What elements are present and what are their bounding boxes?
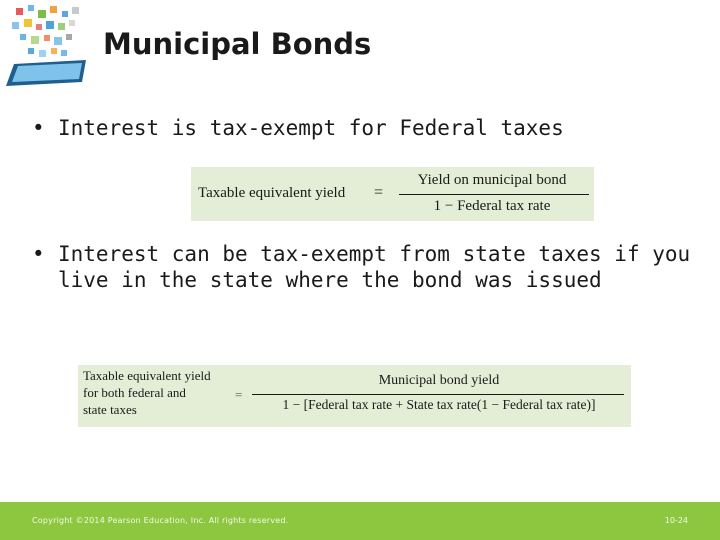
- bullet-icon: •: [32, 116, 45, 140]
- formula-denominator: 1 − Federal tax rate: [433, 198, 551, 214]
- formula-lhs-line: state taxes: [83, 402, 137, 417]
- page-number: 10-24: [664, 516, 688, 525]
- fraction-bar: [252, 394, 624, 395]
- formula-lhs-line: Taxable equivalent yield: [83, 368, 211, 383]
- copyright-text: Copyright ©2014 Pearson Education, Inc. All rights reserved.: [32, 516, 289, 525]
- bullet-text: [58, 241, 690, 293]
- formula-federal-state: [78, 365, 631, 427]
- bullet-line: live in the state where the bond was issued: [58, 268, 602, 292]
- formula-lhs: [83, 367, 211, 418]
- slide-title: Municipal Bonds: [103, 27, 372, 61]
- formula-numerator: Municipal bond yield: [378, 373, 500, 388]
- formula-numerator: Yield on municipal bond: [417, 172, 567, 188]
- formula-lhs: Taxable equivalent yield: [198, 185, 346, 201]
- fraction-bar: [399, 194, 589, 195]
- equals-sign: =: [235, 387, 243, 402]
- tablet-apps-icon: [4, 2, 92, 88]
- bullet-line: Interest can be tax-exempt from state taxes if you: [58, 242, 691, 266]
- formula-denominator: 1 − [Federal tax rate + State tax rate(1 − Federal tax rate)]: [282, 397, 596, 412]
- bullet-icon: •: [32, 242, 45, 266]
- formula-federal: [191, 167, 594, 221]
- formula-lhs-line: for both federal and: [83, 385, 186, 400]
- footer-bar: [0, 502, 720, 540]
- equals-sign: =: [374, 184, 384, 201]
- bullet-text: Interest is tax-exempt for Federal taxes: [58, 116, 564, 140]
